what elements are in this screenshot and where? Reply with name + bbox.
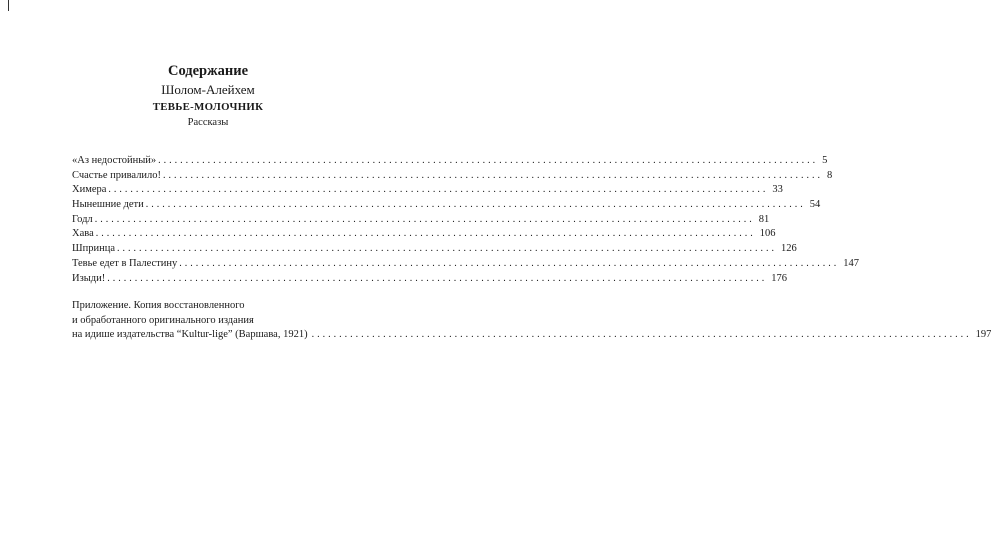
toc-entry-page: 147 xyxy=(843,257,860,269)
author-name: Шолом-Алейхем xyxy=(161,82,255,97)
toc-entry[interactable] xyxy=(72,272,787,288)
appendix-page: 197 xyxy=(975,329,991,341)
toc-entry[interactable] xyxy=(72,155,828,170)
toc-leader-dots: ........................................................................................................................ xyxy=(108,184,769,196)
toc-entry-page: 106 xyxy=(759,228,776,240)
toc-leader-dots: ........................................................................................................................ xyxy=(311,329,972,341)
toc-entry-title: Годл xyxy=(72,213,93,225)
toc-leader-dots: ........................................................................................................................ xyxy=(95,228,756,240)
toc-leader-dots: ........................................................................................................................ xyxy=(145,199,806,211)
appendix-line: на идише издательства “Kultur-lige” (Варшава, 1921) xyxy=(72,329,308,341)
toc-entry-page: 5 xyxy=(822,155,828,166)
toc-entry[interactable] xyxy=(72,228,776,243)
toc-entry-title: Химера xyxy=(72,184,107,196)
toc-leader-dots: ........................................................................................................................ xyxy=(116,243,777,255)
toc-entry-title: «Аз недостойный» xyxy=(72,155,157,166)
toc-entry[interactable] xyxy=(72,169,833,185)
toc-entry-title: Нынешние дети xyxy=(72,199,144,211)
toc-entry[interactable] xyxy=(72,213,770,229)
appendix-entry[interactable] xyxy=(72,300,991,344)
toc-entry-page: 8 xyxy=(827,169,833,181)
appendix-line: Приложение. Копия восстановленного xyxy=(72,300,245,311)
toc-entry[interactable] xyxy=(72,199,821,214)
toc-entry-page: 126 xyxy=(780,243,797,255)
toc-leader-dots: ........................................................................................................................ xyxy=(94,213,755,225)
book-subtitle: Рассказы xyxy=(187,117,229,128)
toc-entry[interactable] xyxy=(72,243,797,258)
toc-entry[interactable] xyxy=(72,257,860,273)
toc-leader-dots: ........................................................................................................................ xyxy=(179,257,840,269)
toc-entry-page: 54 xyxy=(809,199,821,211)
toc-entry-title: Шпринца xyxy=(72,243,115,255)
contents-title: Содержание xyxy=(167,63,249,79)
toc-entry-title: Тевье едет в Палестину xyxy=(72,257,178,269)
page-edge-mark xyxy=(8,0,9,11)
toc-leader-dots: ........................................................................................................................ xyxy=(107,272,768,284)
toc-entry-title: Изыди! xyxy=(72,272,106,284)
book-title: ТЕВЬЕ-МОЛОЧНИК xyxy=(152,101,264,113)
toc-leader-dots: ........................................................................................................................ xyxy=(163,169,824,181)
toc-entry[interactable] xyxy=(72,184,783,199)
appendix-last-line xyxy=(72,329,991,344)
toc-entry-title: Счастье привалило! xyxy=(72,169,162,181)
toc-entry-page: 81 xyxy=(758,213,770,225)
appendix-line: и обработанного оригинального издания xyxy=(72,314,254,326)
table-of-contents xyxy=(72,155,860,287)
toc-entry-title: Хава xyxy=(72,228,94,240)
toc-entry-page: 33 xyxy=(772,184,783,196)
toc-entry-page: 176 xyxy=(771,272,787,284)
toc-leader-dots: ........................................................................................................................ xyxy=(158,155,819,166)
